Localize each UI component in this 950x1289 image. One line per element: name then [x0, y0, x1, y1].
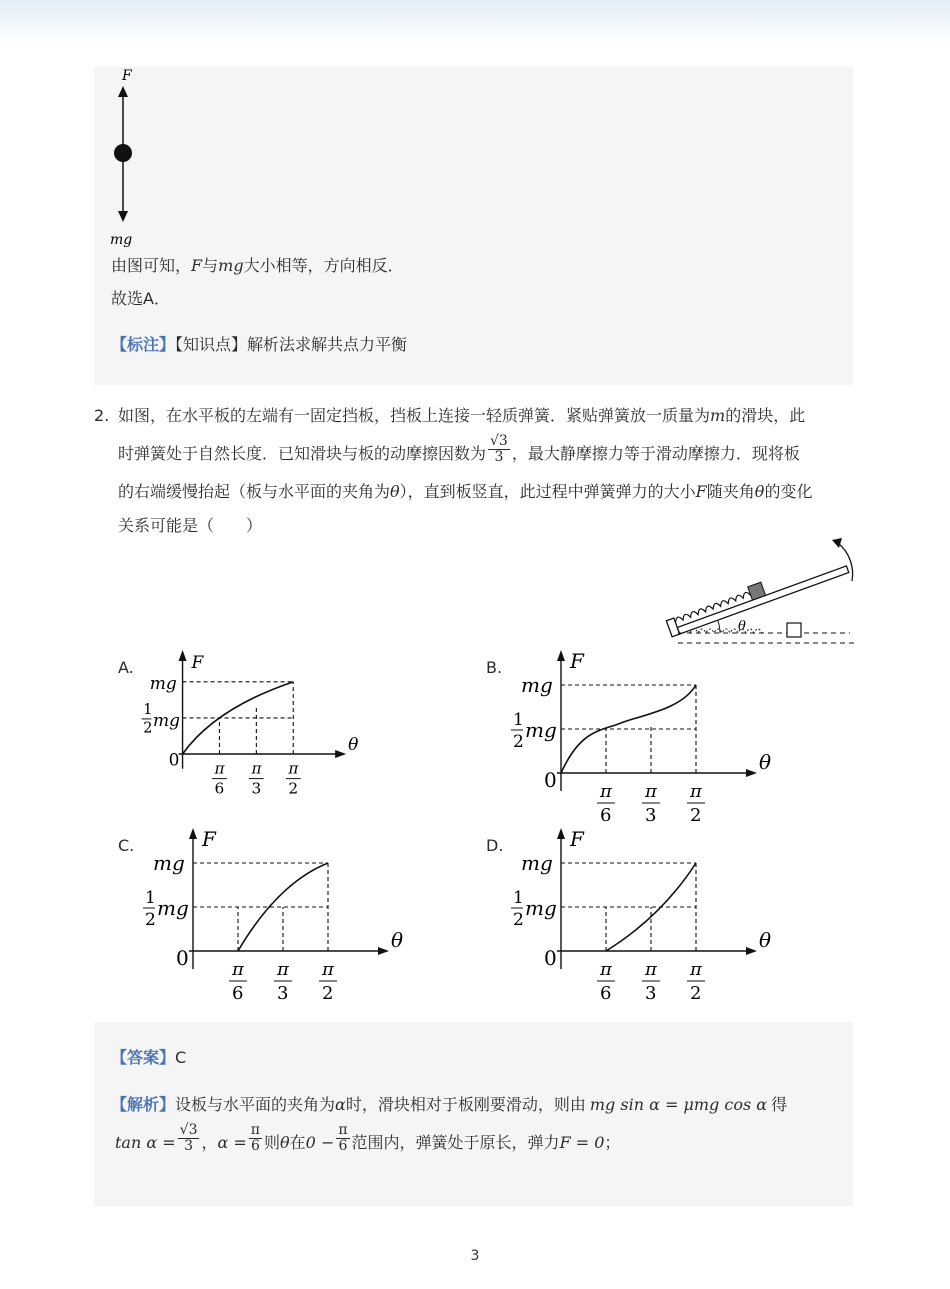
tick-den-3: 2 — [690, 983, 702, 1004]
mg-label: mg — [521, 673, 553, 697]
tick-den-2: 3 — [277, 983, 289, 1004]
half-mg-label: mg — [153, 710, 181, 731]
tick-den-2: 3 — [645, 983, 657, 1004]
tick-num-3: π — [288, 759, 299, 778]
answer-line: 【答案】C — [111, 1048, 187, 1067]
origin-label: 0 — [544, 946, 557, 970]
x-axis-label: θ — [759, 750, 772, 774]
half-mg-label: mg — [525, 896, 557, 920]
graph-d — [503, 826, 772, 1006]
option-c-label: C. — [118, 836, 135, 855]
x-axis-arrow — [746, 947, 757, 955]
tick-den-1: 6 — [232, 983, 244, 1004]
tick-den-3: 2 — [690, 805, 702, 826]
option-b-label: B. — [486, 658, 503, 677]
knowledge-tag: 【标注】【知识点】解析法求解共点力平衡 — [111, 335, 408, 354]
y-axis-arrow — [189, 828, 197, 839]
half-num-label: 1 — [143, 701, 153, 718]
mg-label: mg — [153, 851, 185, 875]
slider-block — [748, 582, 766, 600]
force-label: F — [122, 68, 132, 84]
origin-label: 0 — [544, 768, 557, 792]
tick-num-2: π — [645, 959, 657, 980]
tick-den-1: 6 — [600, 983, 612, 1004]
tick-den-2: 3 — [251, 779, 262, 798]
tick-den-1: 6 — [600, 805, 612, 826]
x-axis-label: θ — [759, 928, 772, 952]
tick-num-3: π — [322, 959, 334, 980]
y-axis-label: F — [570, 649, 584, 673]
x-axis-label: θ — [391, 928, 404, 952]
question2-line2: 时弹簧处于自然长度．已知滑块与板的动摩擦因数为 $\frac{√3}{3}$ ，最大静摩擦力等于滑动摩擦力．现将板 — [118, 433, 800, 465]
y-axis-label: F — [191, 653, 204, 673]
tick-num-3: π — [690, 959, 702, 980]
mass-point — [114, 144, 132, 162]
question2-number: 2. — [94, 406, 110, 425]
half-num-label: 1 — [145, 888, 156, 908]
top-banner — [0, 0, 950, 46]
page-number: 3 — [470, 1248, 480, 1264]
force-diagram — [100, 62, 160, 252]
y-axis-label: F — [570, 827, 584, 851]
x-axis-arrow — [378, 947, 389, 955]
x-axis-label: θ — [348, 735, 359, 755]
analysis-line2: tan α = $\frac{√3}{3}$ ，α = $\frac{\pi}{6}$ 则θ在0 − $\frac{\pi}{6}$ 范围内，弹簧处于原长，弹力F = 0； — [115, 1122, 621, 1154]
y-axis-label: F — [202, 827, 216, 851]
tick-num-3: π — [690, 781, 702, 802]
graph-c — [135, 826, 404, 1006]
setup-figure — [660, 535, 860, 655]
origin-label: 0 — [176, 946, 189, 970]
half-mg-label: mg — [525, 718, 557, 742]
x-axis-arrow — [335, 750, 346, 758]
half-den-label: 2 — [513, 732, 524, 752]
option-a-label: A. — [118, 658, 134, 677]
y-axis-arrow — [557, 828, 565, 839]
analysis-line1: 【解析】设板与水平面的夹角为α时，滑块相对于板刚要滑动，则由 mg sin α = μmg cos α 得 — [111, 1095, 788, 1114]
half-num-label: 1 — [513, 888, 524, 908]
solution1-line2: 故选A． — [111, 289, 170, 308]
question2-line1: 如图，在水平板的左端有一固定挡板，挡板上连接一轻质弹簧．紧贴弹簧放一质量为m的滑块，此 — [118, 406, 806, 425]
tick-num-1: π — [600, 959, 612, 980]
graph-a — [135, 648, 359, 798]
half-num-label: 1 — [513, 710, 524, 730]
half-den-label: 2 — [143, 720, 153, 737]
tick-num-1: π — [214, 759, 225, 778]
option-d-label: D. — [486, 836, 504, 855]
x-axis-arrow — [746, 769, 757, 777]
solution1-line1: 由图可知，F与mg大小相等，方向相反． — [111, 256, 404, 275]
tick-num-1: π — [232, 959, 244, 980]
tick-num-1: π — [600, 781, 612, 802]
mg-label: mg — [521, 851, 553, 875]
half-den-label: 2 — [513, 910, 524, 930]
tick-num-2: π — [645, 781, 657, 802]
question2-line3: 的右端缓慢抬起（板与水平面的夹角为θ），直到板竖直，此过程中弹簧弹力的大小F随夹角θ的变化 — [118, 482, 813, 501]
half-mg-label: mg — [157, 896, 189, 920]
tick-den-1: 6 — [214, 779, 225, 798]
tick-num-2: π — [277, 959, 289, 980]
y-axis-arrow — [557, 650, 565, 661]
half-den-label: 2 — [145, 910, 156, 930]
weight-label: mg — [110, 232, 133, 248]
tick-den-3: 2 — [322, 983, 334, 1004]
mg-label: mg — [149, 673, 177, 694]
origin-label: 0 — [168, 750, 180, 771]
tick-den-3: 2 — [288, 779, 299, 798]
graph-b — [503, 648, 772, 828]
setup-theta: θ — [738, 619, 746, 634]
question2-line4: 关系可能是（ ） — [118, 516, 263, 535]
y-axis-arrow — [179, 650, 187, 661]
tick-den-2: 3 — [645, 805, 657, 826]
tick-num-2: π — [251, 759, 262, 778]
